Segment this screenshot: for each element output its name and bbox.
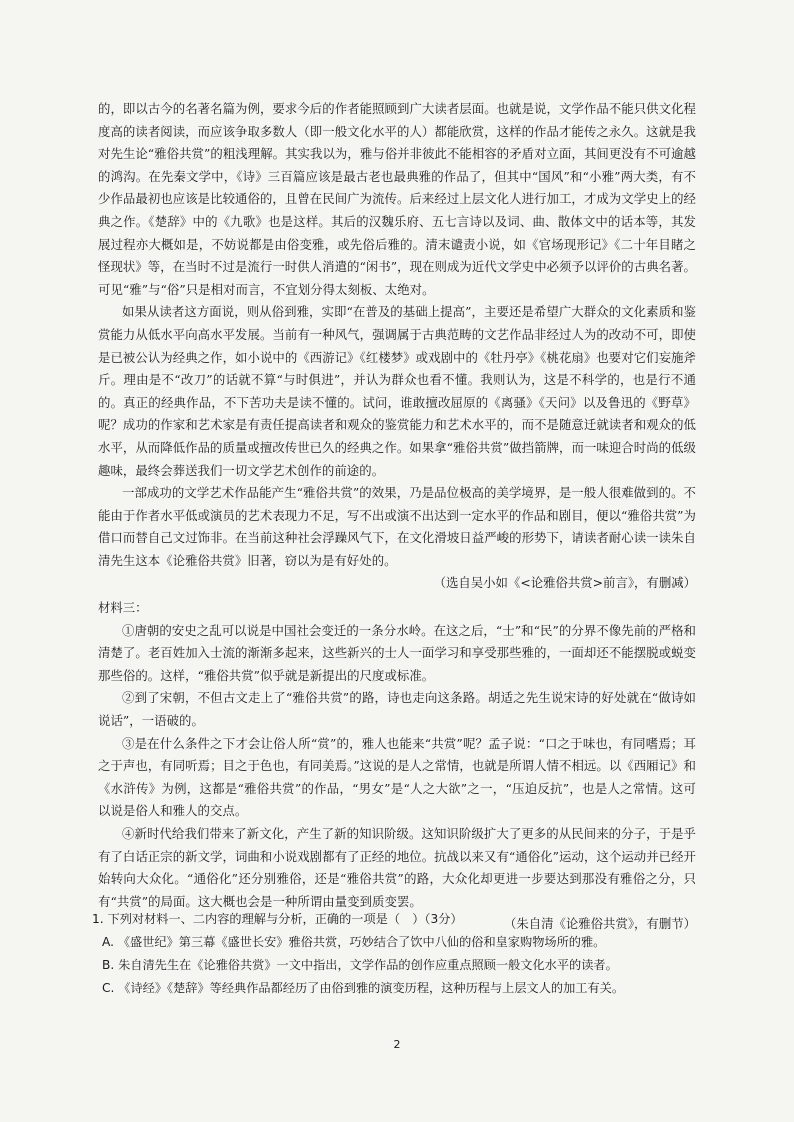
material3-source: （朱自清《论雅俗共赏》，有删节） xyxy=(503,916,696,932)
material2-paragraph-2: 如果从读者这方面说，则从俗到雅，实即“在普及的基础上提高”，主要还是希望广大群众的文化素质和鉴赏能力从低水平向高水平发展。当前有一种风气，强调属于古典范畴的文艺作品非经过人为的改动不可，即使是已被公认为经典之作，如小说中的《西游记》《红楼梦》或戏剧中的《牡丹亭》《桃花扇》也要对它们妄施斧斤。理由是不“改刀”的话就不算“与时俱进”，并认为群众也看不懂。我则认为，这是不科学的，也是行不通的。真正的经典作品，不下苦功夫是读不懂的。试问，谁敢擅改屈原的《离骚》《天问》以及鲁迅的《野草》呢？成功的作家和艺术家是有责任提高读者和观众的鉴赏能力和艺术水平的，而不是随意迁就读者和观众的低水平，从而降低作品的质量或擅改传世已久的经典之作。如果拿“雅俗共赏”做挡箭牌，而一味迎合时尚的低级趣味，最终会葬送我们一切文学艺术创作的前途的。 xyxy=(98,304,696,478)
option-b: B. 朱自清先生在《论雅俗共赏》一文中指出，文学作品的创作应重点照顾一般文化水平的读者。 xyxy=(102,958,618,972)
material2-paragraph-1: 的，即以古今的名著名篇为例，要求今后的作者能照顾到广大读者层面。也就是说，文学作品不能只供文化程度高的读者阅读，而应该争取多数人（即一般文化水平的人）都能欣赏，这样的作品才能传之永久。这就是我对先生论“雅俗共赏”的粗浅理解。其实我以为，雅与俗并非彼此不能相容的矛盾对立面，其间更没有不可逾越的鸿沟。在先秦文学中，《诗》三百篇应该是最古老也最典雅的作品了，但其中“国风”和“小雅”两大类，有不少作品最初也应该是比较通俗的，且曾在民间广为流传。后来经过上层文化人进行加工，才成为文学史上的经典之作。《楚辞》中的《九歌》也是这样。其后的汉魏乐府、五七言诗以及词、曲、散体文中的话本等，其发展过程亦大概如是，不妨说都是由俗变雅，或先俗后雅的。清末谴责小说，如《官场现形记》《二十年目睹之怪现状》等，在当时不过是流行一时供人消遣的“闲书”，现在则成为近代文学史中必须予以评价的古典名著。可见“雅”与“俗”只是相对而言，不宜划分得太刻板、太绝对。 xyxy=(98,101,696,297)
material2-paragraph-3: 一部成功的文学艺术作品能产生“雅俗共赏”的效果，乃是品位极高的美学境界，是一般人很难做到的。不能由于作者水平低或演员的艺术表现力不足，写不出或演不出达到一定水平的作品和剧目，便以“雅俗共赏”为借口而替自己文过饰非。在当前这种社会浮躁风气下，在文化滑坡日益严峻的形势下，请读者耐心读一读朱自清先生这本《论雅俗共赏》旧著，窃以为是有好处的。 xyxy=(98,485,696,568)
page-number: 2 xyxy=(393,1038,401,1051)
material3-paragraph-2: ②到了宋朝，不但古文走上了“雅俗共赏”的路，诗也走向这条路。胡适之先生说宋诗的好处就在“做诗如说话”，一语破的。 xyxy=(98,690,696,729)
question-stem: 1. 下列对材料一、二内容的理解与分析，正确的一项是（ ）（3分） xyxy=(92,912,463,926)
material2-source: （选自吴小如《<论雅俗共赏>前言》，有删减） xyxy=(433,575,696,591)
reading-passage xyxy=(98,98,696,936)
option-a: A. 《盛世纪》第三幕《盛世长安》雅俗共赏，巧妙结合了饮中八仙的俗和皇家购物场所的雅。 xyxy=(102,935,606,949)
option-c: C. 《诗经》《楚辞》等经典作品都经历了由俗到雅的演变历程，这种历程与上层文人的加工有关。 xyxy=(102,981,625,995)
material3-label: 材料三： xyxy=(98,600,148,616)
material3-paragraph-4: ④新时代给我们带来了新文化，产生了新的知识阶级。这知识阶级扩大了更多的从民间来的分子，于是乎有了白话正宗的新文学，词曲和小说戏剧都有了正经的地位。抗战以来又有“通俗化”运动，这个运动并已经开始转向大众化。“通俗化”还分别雅俗，还是“雅俗共赏”的路，大众化却更进一步要达到那没有雅俗之分，只有“共赏”的局面。这大概也会是一种所谓由量变到质变罢。 xyxy=(98,826,696,909)
material3-paragraph-3: ③是在什么条件之下才会让俗人所“赏”的，雅人也能来“共赏”呢？孟子说：“口之于味也，有同嗜焉；耳之于声也，有同听焉；目之于色也，有同美焉。”这说的是人之常情，也就是所谓人情不相远。以《西厢记》和《水浒传》为例，这都是“雅俗共赏”的作品，“男女”是“人之大欲”之一，“压迫反抗”，也是人之常情。这可以说是俗人和雅人的交点。 xyxy=(98,735,696,819)
material3-paragraph-1: ①唐朝的安史之乱可以说是中国社会变迁的一条分水岭。在这之后，“士”和“民”的分界不像先前的严格和清楚了。老百姓加入士流的渐渐多起来，这些新兴的士人一面学习和享受那些雅的，一面却还不能摆脱或蜕变那些俗的。这样，“雅俗共赏”似乎就是新提出的尺度或标准。 xyxy=(98,622,696,683)
question-1 xyxy=(92,908,704,1000)
